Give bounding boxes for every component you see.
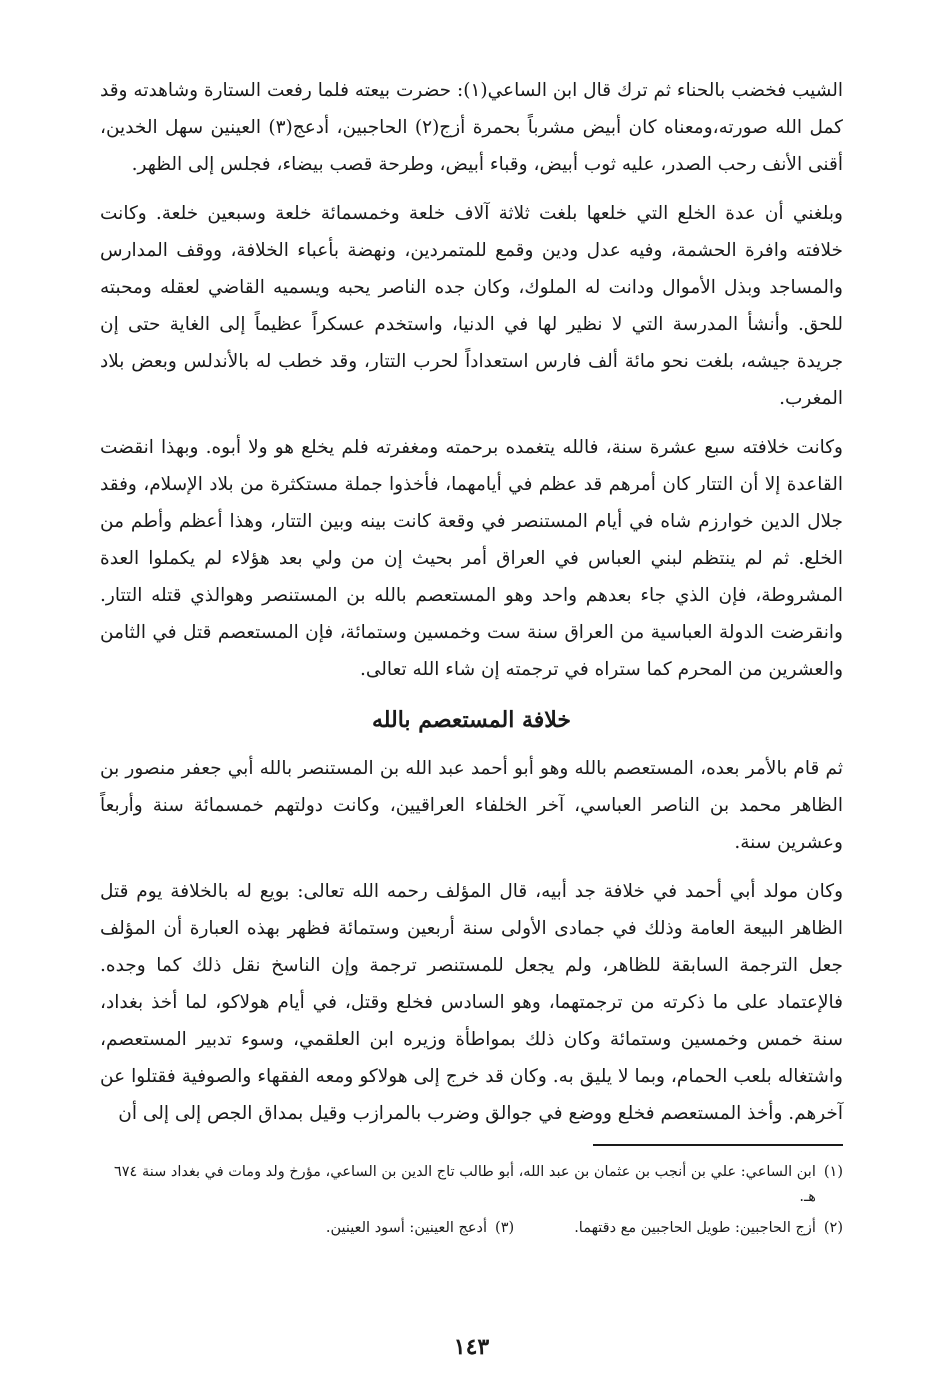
footnote-1-number: (١) <box>823 1164 843 1180</box>
paragraph-2: وبلغني أن عدة الخلع التي خلعها بلغت ثلاثة آلاف خلعة وخمسمائة خلعة وسبعين خلعة. وكانت خلافته وافرة الحشمة، وفيه عدل ودين وقمع للمتمردين، ونهضة بأعباء الخلافة، ووقف المدارس والمساجد وبذل الأموال ودانت له الملوك، وكان جده الناصر يحبه ويسميه القاضي لعقله ومحبته للحق. وأنشأ المدرسة التي لا نظير لها في الدنيا، واستخدم عسكراً عظيماً إلى الغاية حتى إن جريدة جيشه، بلغت نحو مائة ألف فارس استعداداً لحرب التتار، وقد خطب له بالأندلس وبعض بلاد المغرب. <box>100 203 843 409</box>
footnote-2-number: (٢) <box>823 1220 843 1236</box>
section-title: خلافة المستعصم بالله <box>371 707 572 733</box>
page-number: ١٤٣ <box>453 1334 490 1360</box>
footnote-3-number: (٣) <box>495 1220 515 1236</box>
footnote-1-text: ابن الساعي: علي بن أنجب بن عثمان بن عبد الله، أبو طالب تاج الدين بن الساعي، مؤرخ ولد ومات في بغداد سنة ٦٧٤ هـ. <box>113 1164 816 1205</box>
paragraph-1: الشيب فخضب بالحناء ثم ترك قال ابن الساعي(١): حضرت بيعته فلما رفعت الستارة وشاهدته وقد كمل الله صورته،ومعناه كان أبيض مشرباً بحمرة أزج(٢) الحاجبين، أدعج(٣) العينين سهل الخدين، أقنى الأنف رحب الصدر، عليه ثوب أبيض، وقباء أبيض، وطرحة قصب بيضاء، فجلس إلى الظهر. <box>100 80 843 175</box>
paragraph-4: ثم قام بالأمر بعده، المستعصم بالله وهو أبو أحمد عبد الله بن المستنصر بالله أبي جعفر منصور بن الظاهر محمد بن الناصر العباسي، آخر الخلفاء العراقيين، وكانت دولتهم خمسمائة سنة وأربعاً وعشرين سنة. <box>100 758 843 853</box>
footnotes <box>100 1160 843 1245</box>
footnote-divider <box>593 1144 843 1146</box>
footnote-row-2-3 <box>100 1216 843 1245</box>
paragraph-3: وكانت خلافته سبع عشرة سنة، فالله يتغمده برحمته ومغفرته فلم يخلع هو ولا أبوه. وبهذا انقضت القاعدة إلا أن التتار كان أمرهم قد عظم في أيامهما، فأخذوا جملة مستكثرة من بلاد الإسلام، وفقد جلال الدين خوارزم شاه في أيام المستنصر في وقعة كانت بينه وبين التتار، وهذا أعظم وأطم من الخلع. ثم لم ينتظم لبني العباس في العراق أمر بحيث إن من ولي بعد هؤلاء لم يكملوا العدة المشروطة، فإن الذي جاء بعدهم واحد وهو المستعصم بالله بن المستنصر وهوالذي قتله التتار. وانقرضت الدولة العباسية من العراق سنة ست وخمسين وستمائة، فإن المستعصم قتل في الثامن والعشرين من المحرم كما ستراه في ترجمته إن شاء الله تعالى. <box>100 437 843 680</box>
footnote-2-text: أزج الحاجبين: طويل الحاجبين مع دقتهما. <box>574 1220 816 1236</box>
footnote-1 <box>100 1160 843 1210</box>
footnote-3 <box>326 1216 514 1241</box>
footnote-3-text: أدعج العينين: أسود العينين. <box>325 1220 488 1236</box>
footnote-2 <box>574 1216 843 1241</box>
page-body <box>100 72 843 1245</box>
paragraph-5: وكان مولد أبي أحمد في خلافة جد أبيه، قال المؤلف رحمه الله تعالى: بويع له بالخلافة يوم قتل الظاهر البيعة العامة وذلك في جمادى الأولى سنة أربعين وستمائة فظهر بهذه العبارة أن المؤلف جعل الترجمة السابقة للظاهر، ولم يجعل للمستنصر ترجمة وإن الناسخ نقل ذلك كما وجده. فالإعتماد على ما ذكرته من ترجمتهما، وهو السادس فخلع وقتل، في أيام هولاكو، لما أخذ بغداد، سنة خمس وخمسين وستمائة وكان ذلك بمواطأة وزيره ابن العلقمي، وسوء تدبير المستعصم، واشتغاله بلعب الحمام، وبما لا يليق به. وكان قد خرج إلى هولاكو ومعه الفقهاء والصوفية فقتلوا عن آخرهم. وأخذ المستعصم فخلع ووضع في جوالق وضرب بالمرازب وقيل بمداق الجص إلى إلى أن <box>100 881 843 1124</box>
